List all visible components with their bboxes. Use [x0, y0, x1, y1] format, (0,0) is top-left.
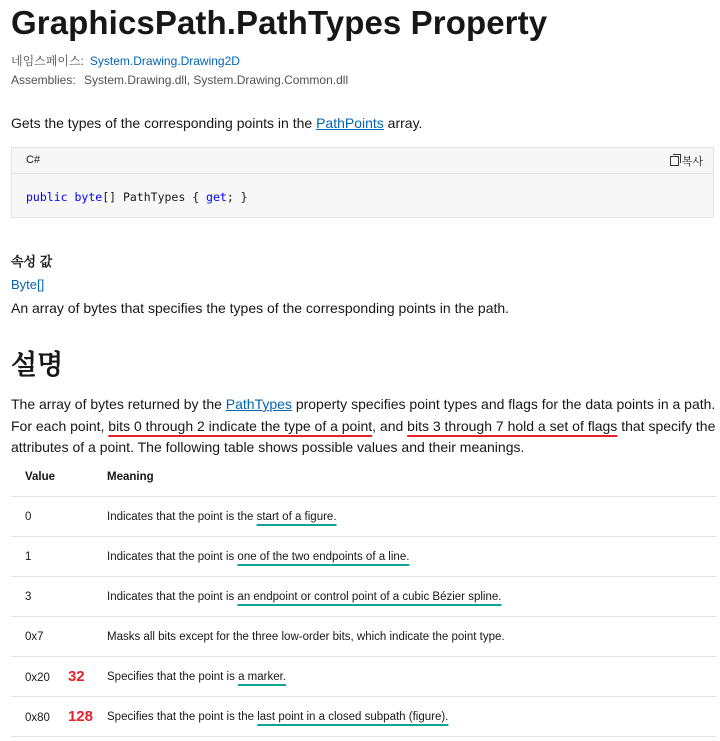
code-block [11, 147, 714, 218]
copy-button[interactable] [670, 153, 703, 169]
code-line [26, 190, 248, 204]
table-row [11, 657, 716, 697]
remarks-heading: 설명 [11, 350, 64, 380]
remarks-text-5: that specify the attributes of a point. The following table shows possible values and their meanings. [11, 417, 716, 456]
table-header-row [11, 458, 716, 497]
row-meaning [93, 577, 716, 617]
code-end: ; } [226, 190, 248, 204]
meaning-highlight: last point in a closed subpath (figure). [257, 710, 449, 723]
page-title: GraphicsPath.PathTypes Property [11, 4, 548, 41]
meaning-text: Specifies that the point is the [107, 710, 258, 723]
table-row [11, 537, 716, 577]
meaning-text: Indicates that the point is [107, 550, 238, 563]
pathtypes-link[interactable]: PathTypes [225, 396, 292, 412]
meaning-text: Indicates that the point is the [107, 510, 257, 523]
namespace-label: 네임스페이스: [11, 54, 84, 68]
row-value [11, 497, 93, 537]
assemblies-label: Assemblies: [11, 73, 76, 87]
header-meaning: Meaning [93, 458, 716, 497]
summary-before: Gets the types of the corresponding points in the [11, 115, 317, 131]
decimal-annotation: 32 [67, 668, 85, 685]
code-mid: [] PathTypes { [102, 190, 207, 204]
summary-text [11, 115, 422, 131]
value-text: 1 [25, 550, 32, 563]
row-value [11, 577, 93, 617]
row-meaning [93, 537, 716, 577]
table-row [11, 617, 716, 657]
keyword-public: public [26, 190, 68, 204]
pathpoints-link[interactable]: PathPoints [316, 115, 384, 131]
row-value [11, 537, 93, 577]
namespace-link[interactable]: System.Drawing.Drawing2D [89, 54, 240, 68]
keyword-byte: byte [74, 190, 103, 204]
row-value [11, 657, 93, 697]
summary-after: array. [383, 115, 423, 131]
bits-0-2-highlight: bits 0 through 2 indicate the type of a point [108, 417, 373, 434]
meaning-highlight: start of a figure. [256, 510, 337, 523]
remarks-text-2: property specifies point types and flags for the data points in a path. For each point [11, 396, 716, 434]
meaning-text: Specifies that the point is [107, 670, 239, 683]
meaning-highlight: an endpoint or control point of a cubic Bézier spline. [237, 590, 502, 603]
assemblies-value: System.Drawing.dll, System.Drawing.Common.dll [84, 73, 349, 87]
meaning-highlight: a marker. [238, 670, 286, 683]
copy-icon [670, 156, 679, 166]
keyword-get: get [206, 190, 227, 204]
row-meaning [93, 497, 716, 537]
row-value [11, 617, 93, 657]
row-value [11, 697, 93, 737]
header-value: Value [11, 458, 93, 497]
meaning-highlight: one of the two endpoints of a line. [237, 550, 410, 563]
property-value-heading: 속성 값 [11, 254, 53, 269]
remarks-paragraph [11, 394, 716, 459]
value-text: 3 [25, 590, 32, 603]
decimal-annotation: 128 [67, 708, 93, 725]
assemblies-line [11, 73, 348, 87]
table-row [11, 497, 716, 537]
remarks-text-4: , and [372, 417, 408, 434]
table-row [11, 697, 716, 737]
property-value-description: An array of bytes that specifies the types of the corresponding points in the path. [11, 300, 510, 316]
row-meaning [93, 657, 716, 697]
value-text: 0x7 [25, 630, 44, 643]
value-text: 0x80 [25, 712, 50, 724]
remarks-text-1: The array of bytes returned by the [11, 396, 226, 412]
value-text: 0 [25, 510, 32, 523]
code-header [12, 148, 713, 174]
meaning-text: Indicates that the point is [107, 590, 238, 603]
row-meaning [93, 617, 716, 657]
byte-array-link[interactable]: Byte[] [11, 277, 45, 292]
values-table [11, 458, 716, 737]
row-meaning [93, 697, 716, 737]
bits-3-7-highlight: bits 3 through 7 hold a set of flags [407, 417, 618, 434]
value-text: 0x20 [25, 672, 50, 684]
code-language: C# [26, 154, 41, 166]
table-row [11, 577, 716, 617]
remarks-text-3: , [100, 417, 109, 434]
namespace-line [11, 52, 240, 69]
copy-label: 복사 [681, 156, 703, 168]
meaning-text: Masks all bits except for the three low-order bits, which indicate the point type. [107, 630, 505, 643]
